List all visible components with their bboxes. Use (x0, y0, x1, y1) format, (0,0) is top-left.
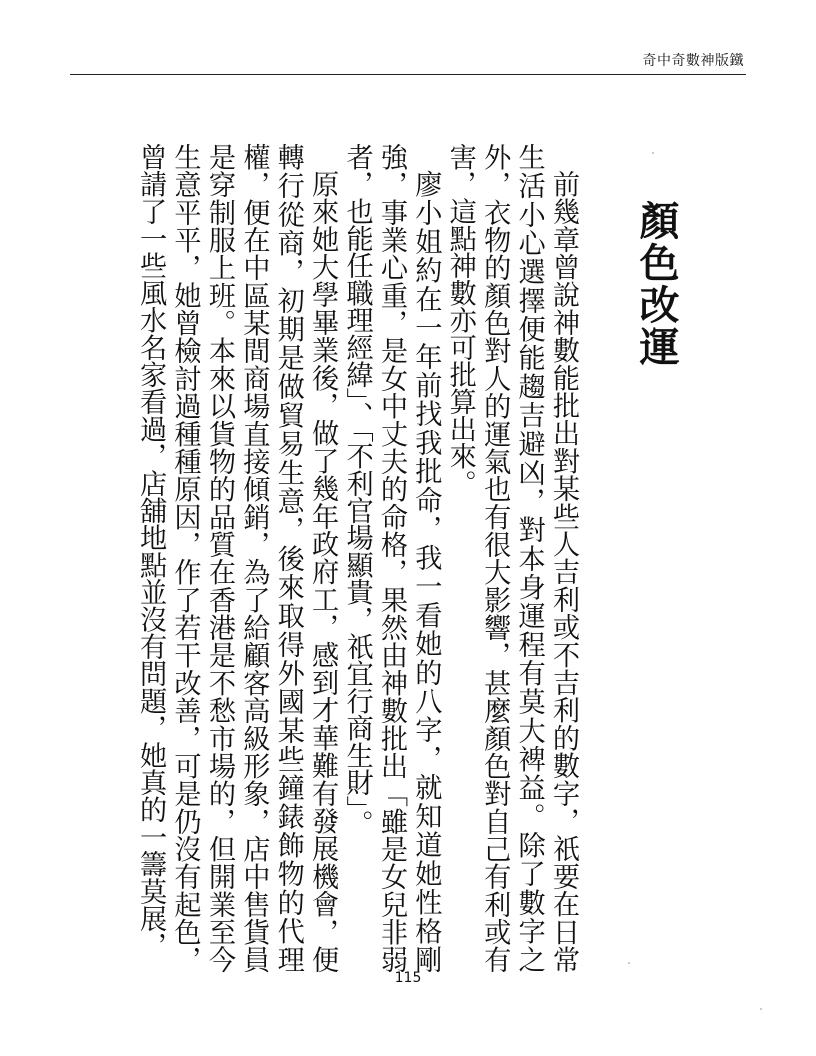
scan-speck (628, 962, 630, 964)
paragraph-2: 廖小姐約在一年前找我批命，我一看她的八字，就知道她性格剛強，事業心重，是女中丈夫的命格，果然由神數批出「雖是女兒非弱者，也能任職理經緯」、「不利官場顯貴，祇宜行商生財」。 (341, 143, 442, 973)
page-number: 115 (394, 970, 422, 986)
body-text (135, 143, 580, 973)
paragraph-1: 前幾章曾說神數能批出對某些人吉利或不吉利的數字，祇要在日常生活小心選擇便能趨吉避凶，對本身運程有莫大裨益。除了數字之外，衣物的顏色對人的運氣也有很大影響，甚麼顏色對自己有利或有害，這點神數亦可批算出來。 (444, 143, 579, 973)
header-rule (70, 74, 746, 75)
chapter-title: 顏色改運 (633, 200, 679, 368)
running-header: 奇中奇數神版鐵 (642, 53, 744, 69)
scan-speck (652, 152, 654, 154)
paragraph-3: 原來她大學畢業後，做了幾年政府工，感到才華難有發展機會，便轉行從商，初期是做貿易生意，後來取得外國某些鐘錶飾物的代理權，便在中區某間商場直接傾銷，為了給顧客高級形象，店中售貨員是穿制服上班。本來以貨物的品質在香港是不愁市場的，但開業至今生意平平，她曾檢討過種種原因，作了若干改善，可是仍沒有起色，曾請了一些風水名家看過，店舖地點並沒有問題，她真的一籌莫展， (135, 143, 339, 973)
scan-speck (760, 1008, 762, 1010)
